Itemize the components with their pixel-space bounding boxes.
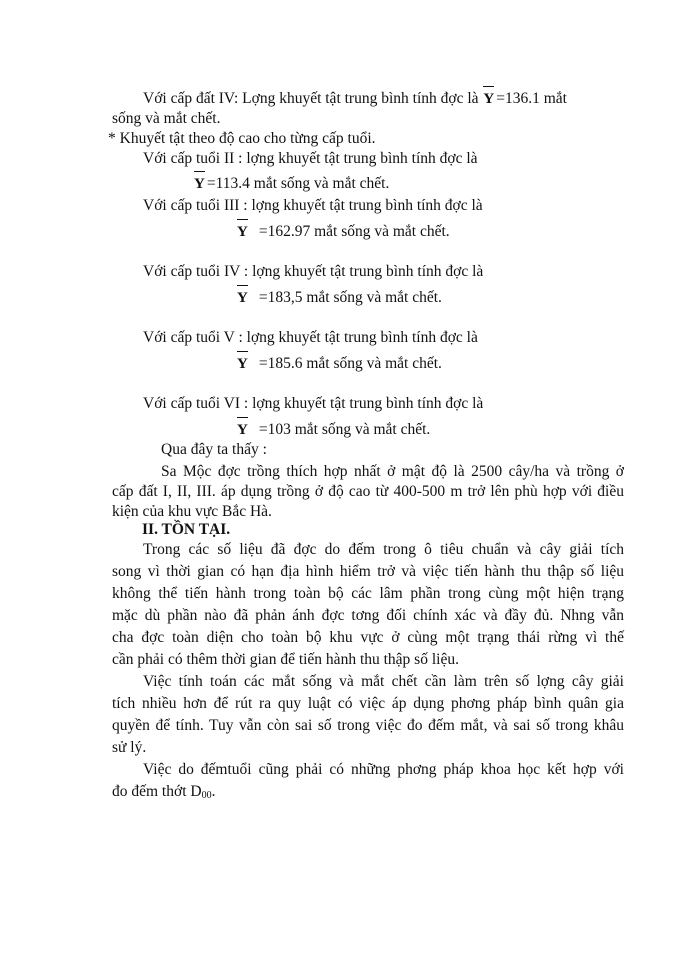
conclusion-line: kiện của khu vực Bắc Hà. xyxy=(112,503,272,520)
paragraph-line: Việc do đếmtuổi cũng phải có những phơng pháp khoa học kết hợp với xyxy=(143,761,624,778)
conclusion-line: Sa Mộc đợc trồng thích hợp nhất ở mật độ là 2500 cây/ha và trồng ở xyxy=(161,463,624,480)
paragraph-line: Việc tính toán các mắt sống và mắt chết cần làm trên số lợng cây giải xyxy=(143,673,624,690)
age-class-iv-value: =183,5 mắt sống và mắt chết. xyxy=(258,289,442,306)
age-class-vi-label: Với cấp tuổi VI : lợng khuyết tật trung bình tính đợc là xyxy=(143,395,484,412)
paragraph-text: đo đếm thớt D xyxy=(112,783,202,800)
paragraph-line: cha đợc toàn diện cho toàn bộ khu vực ở cùng một trạng thái rừng vì thế xyxy=(112,629,624,646)
altitude-note: * Khuyết tật theo độ cao cho từng cấp tuổi. xyxy=(108,130,376,147)
conclusion-line: cấp đất I, II, III. áp dụng trồng ở độ cao từ 400-500 m trở lên phù hợp với điều xyxy=(112,483,624,500)
age-class-vi-result xyxy=(236,420,430,440)
age-class-v-result xyxy=(236,354,442,374)
age-class-ii-value: =113.4 mắt sống và mắt chết. xyxy=(206,175,390,192)
paragraph-line: không thể tiến hành trong toàn bộ các lâm phần trong cùng một hiện trạng xyxy=(112,585,624,602)
age-class-iv-label: Với cấp tuổi IV : lợng khuyết tật trung bình tính đợc là xyxy=(143,263,484,280)
mean-y-symbol: Y xyxy=(194,176,205,192)
age-class-iii-result xyxy=(236,222,450,242)
age-class-vi-value: =103 mắt sống và mắt chết. xyxy=(258,421,431,438)
paragraph-line: tích nhiều hơn để rút ra quy luật có việc áp dụng phơng pháp bình quân gia xyxy=(112,695,624,712)
paragraph-line: song vì thời gian có hạn địa hình hiểm trở và việc tiến hành thu thập số liệu xyxy=(112,563,624,580)
paragraph-line xyxy=(112,782,215,802)
age-class-ii-label: Với cấp tuổi II : lợng khuyết tật trung bình tính đợc là xyxy=(143,150,478,167)
site-iv-value: =136.1 mắt xyxy=(496,90,567,107)
paragraph-line: quyền để tính. Tuy vẫn còn sai số trong việc đo đếm mắt, và sai số trong khâu xyxy=(112,717,624,734)
site-iv-line2: sống và mắt chết. xyxy=(112,110,221,127)
site-iv-label: Với cấp đất IV: Lợng khuyết tật trung bình tính đợc là xyxy=(143,90,479,107)
mean-y-symbol: Y xyxy=(237,422,248,438)
mean-y-symbol: Y xyxy=(483,91,495,107)
mean-y-symbol: Y xyxy=(237,224,248,240)
mean-y-symbol: Y xyxy=(237,356,248,372)
diameter-subscript: 00 xyxy=(201,790,212,801)
age-class-v-label: Với cấp tuổi V : lợng khuyết tật trung bình tính đợc là xyxy=(143,329,478,346)
paragraph-line: Trong các số liệu đã đợc do đếm trong ô tiêu chuẩn và cây giải tích xyxy=(143,541,624,558)
age-class-iv-result xyxy=(236,288,442,308)
site-iv-line1 xyxy=(143,89,567,109)
age-class-iii-value: =162.97 mắt sống và mắt chết. xyxy=(258,223,450,240)
paragraph-end: . xyxy=(211,783,216,800)
paragraph-line: cần phải có thêm thời gian để tiến hành thu thập số liệu. xyxy=(112,651,459,668)
age-class-ii-result xyxy=(193,174,389,194)
section-heading: II. TỒN TẠI. xyxy=(142,521,231,538)
mean-y-symbol: Y xyxy=(237,290,248,306)
conclusion-intro: Qua đây ta thấy : xyxy=(161,441,267,458)
age-class-v-value: =185.6 mắt sống và mắt chết. xyxy=(258,355,442,372)
paragraph-line: mặc dù phần nào đã phản ánh đợc tơng đối chính xác và đầy đủ. Nhng vẫn xyxy=(112,607,624,624)
age-class-iii-label: Với cấp tuổi III : lợng khuyết tật trung bình tính đợc là xyxy=(143,197,483,214)
paragraph-line: sử lý. xyxy=(112,739,147,756)
